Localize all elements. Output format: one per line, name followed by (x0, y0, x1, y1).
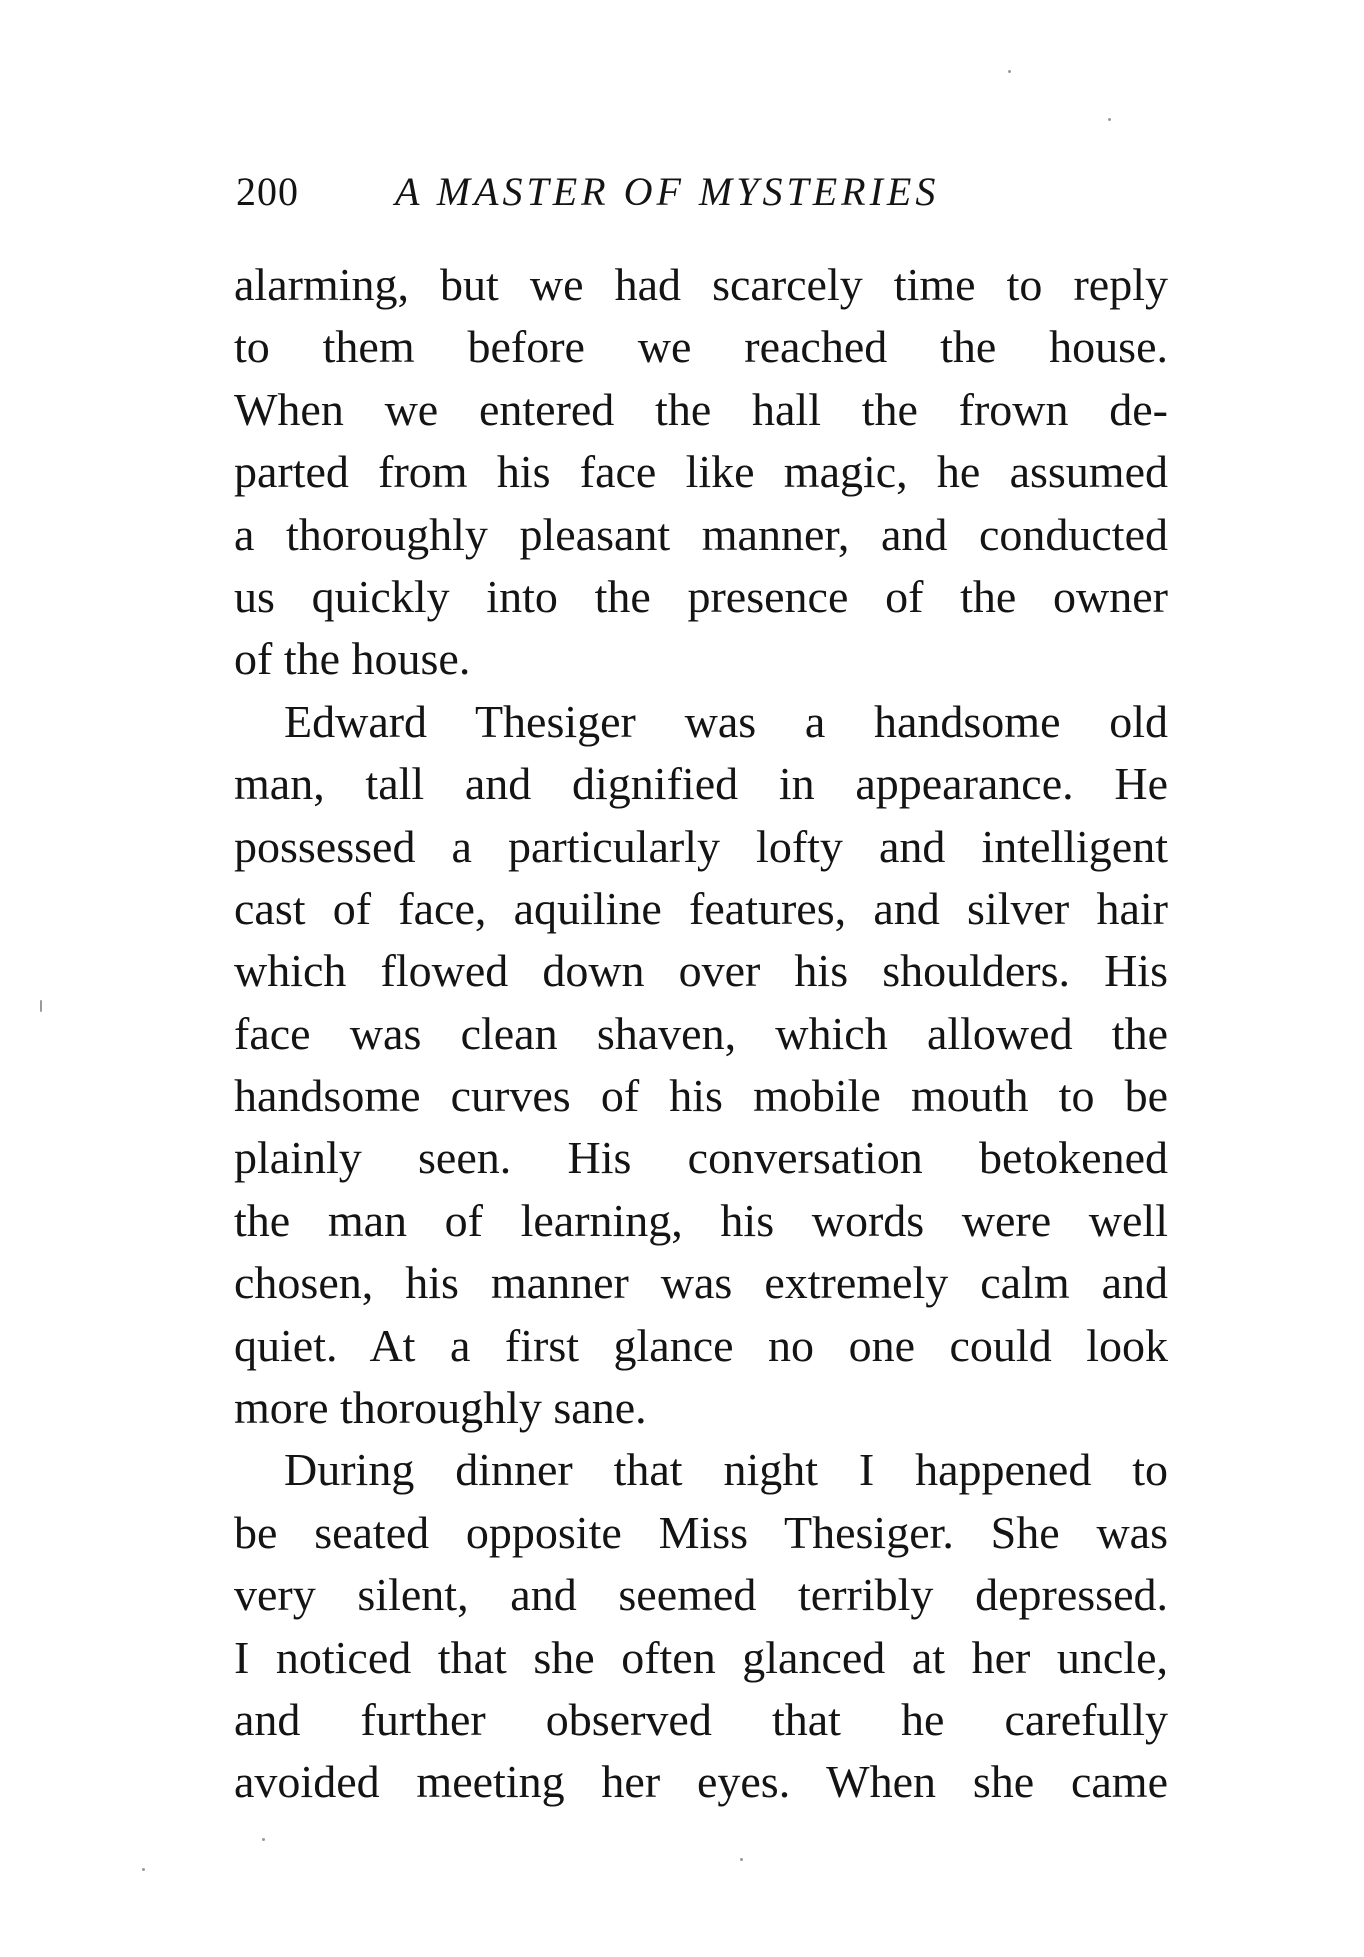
running-head (236, 162, 1166, 222)
text-line: avoided meeting her eyes. When she came (234, 1756, 1168, 1808)
text-line: and further observed that he carefully (234, 1693, 1168, 1745)
text-line: face was clean shaven, which allowed the (234, 1007, 1168, 1059)
text-line: When we entered the hall the frown de- (234, 383, 1168, 435)
text-line: parted from his face like magic, he assumed (234, 446, 1168, 498)
text-line: us quickly into the presence of the owner (234, 570, 1168, 622)
text-line: very silent, and seemed terribly depressed. (234, 1569, 1168, 1621)
text-line: handsome curves of his mobile mouth to be (234, 1070, 1168, 1122)
text-line: I noticed that she often glanced at her uncle, (234, 1631, 1168, 1683)
text-line: a thoroughly pleasant manner, and conducted (234, 508, 1168, 560)
text-line: man, tall and dignified in appearance. He (234, 758, 1168, 810)
text-line: quiet. At a first glance no one could look (234, 1319, 1168, 1371)
scan-speck (740, 1858, 743, 1861)
text-line: which flowed down over his shoulders. His (234, 945, 1168, 997)
text-line: of the house. (234, 633, 471, 685)
scan-speck (40, 1000, 42, 1012)
paragraph-start-line: During dinner that night I happened to (284, 1444, 1168, 1496)
text-line: plainly seen. His conversation betokened (234, 1132, 1168, 1184)
body-text (234, 254, 1168, 1814)
scan-speck (1008, 70, 1011, 73)
text-line: the man of learning, his words were well (234, 1194, 1168, 1246)
text-line: be seated opposite Miss Thesiger. She was (234, 1506, 1168, 1558)
page-number: 200 (236, 169, 299, 214)
text-line: possessed a particularly lofty and intelligent (234, 820, 1168, 872)
text-line: cast of face, aquiline features, and silver hair (234, 882, 1168, 934)
text-line: chosen, his manner was extremely calm and (234, 1257, 1168, 1309)
text-line: more thoroughly sane. (234, 1382, 647, 1434)
scan-speck (262, 1838, 265, 1841)
paragraph-start-line: Edward Thesiger was a handsome old (284, 695, 1168, 747)
scan-speck (142, 1868, 145, 1871)
scan-speck (1108, 118, 1111, 121)
text-line: alarming, but we had scarcely time to reply (234, 259, 1168, 310)
book-title: A MASTER OF MYSTERIES (395, 169, 940, 214)
text-line: to them before we reached the house. (234, 321, 1168, 373)
